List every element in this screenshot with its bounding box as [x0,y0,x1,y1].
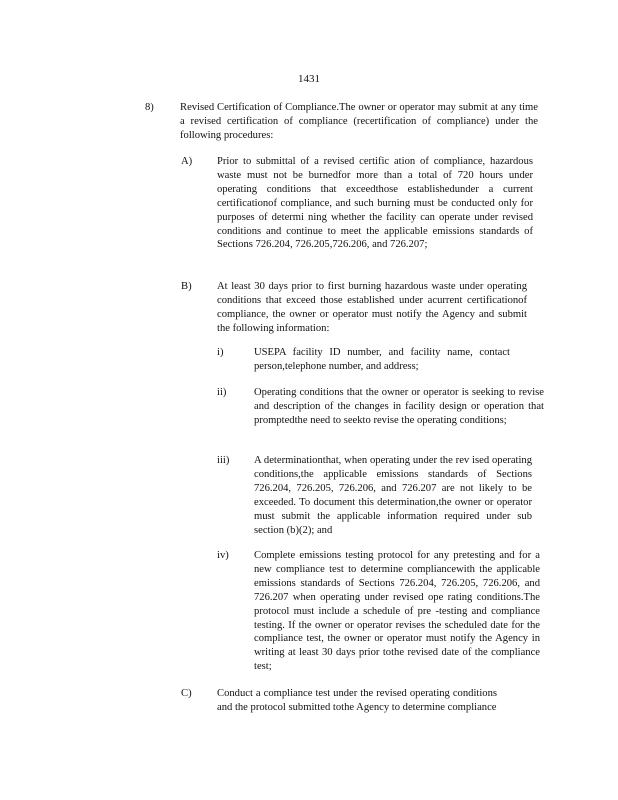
item-text: A determinationthat, when operating under the rev ised operating conditions,the applicable emissions standards of Sections 726.204, 726.205, 726.206, and 726.207 are not likely to be exceeded. To document this determination,the owner or operator must submit the applicable information required under sub section (b)(2); and [254,455,532,536]
item-label: B) [181,281,192,292]
page-number: 1431 [298,73,320,85]
item-text: Complete emissions testing protocol for any pretesting and for a new compliance test to determine compliancewith the applicable emissions standards of Sections 726.204, 726.205, 726.206, and 726.207 when operating under revised ope rating conditions.The protocol must include a schedule of pre -testing and compliance testing. If the owner or operator revises the scheduled date for the compliance test, the owner or operator must notify the Agency in writing at least 30 days prior tothe revised date of the compliance test; [254,550,540,673]
item-label: A) [181,156,193,167]
item-label: iv) [217,550,229,561]
item-text: USEPA facility ID number, and facility name, contact person,telephone number, and address; [254,347,510,372]
item-text: Revised Certification of Compliance.The owner or operator may submit at any time a revised certification of compliance (recertification of compliance) under the following procedures: [180,102,538,141]
item-label: 8) [145,102,154,113]
item-text: Operating conditions that the owner or operator is seeking to revise and description of the changes in facility design or operation that promptedthe need to seekto revise the operating conditions; [254,387,544,426]
item-label: iii) [217,455,230,466]
item-label: i) [217,347,224,358]
item-label: C) [181,688,192,699]
item-text: Conduct a compliance test under the revised operating conditions and the protocol submitted tothe Agency to determine compliance [217,688,497,713]
item-text: Prior to submittal of a revised certific ation of compliance, hazardous waste must not be burnedfor more than a total of 720 hours under operating conditions that exceedthose establishedunder a current certificationof compliance, and such burning must be conducted only for purposes of determi ning whether the facility can operate under revised conditions and continue to meet the applicable emissions standards of Sections 726.204, 726.205,726.206, and 726.207; [217,156,533,251]
item-label: ii) [217,387,227,398]
item-text: At least 30 days prior to first burning hazardous waste under operating conditions that exceed those established under acurrent certificationof compliance, the owner or operator must notify the Agency and submit the following information: [217,281,527,334]
